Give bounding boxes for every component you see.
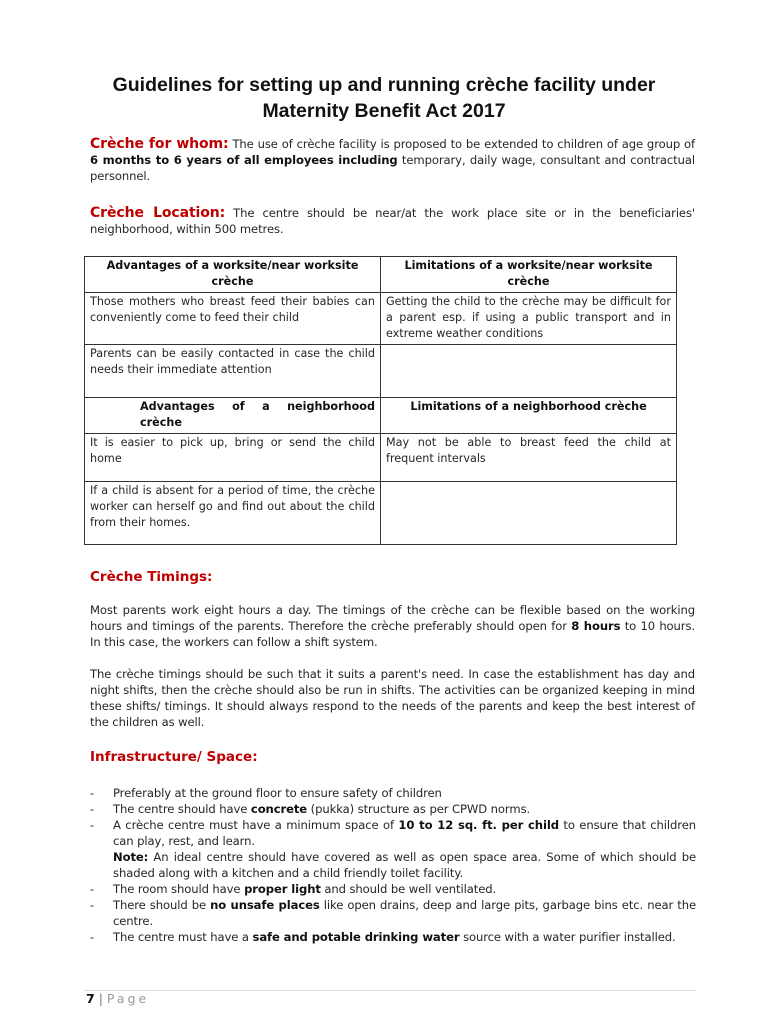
- infrastructure-list: [90, 785, 696, 945]
- bullet-dash: -: [90, 786, 95, 800]
- bold-text: proper light: [244, 882, 321, 896]
- table-cell: Parents can be easily contacted in case the child needs their immediate attention: [85, 345, 381, 398]
- table-cell: If a child is absent for a period of time, the crèche worker can herself go and find out about the child from their homes.: [85, 482, 381, 545]
- text-segment: source with a water purifier installed.: [459, 930, 676, 944]
- bold-text: concrete: [250, 802, 308, 816]
- table-row: [85, 482, 677, 545]
- title-line-1: Guidelines for setting up and running crèche facility under: [112, 74, 656, 96]
- bold-text: 10 to 12 sq. ft. per child: [398, 818, 559, 832]
- table-header-row: [85, 398, 677, 434]
- timings-heading: Crèche Timings:: [90, 569, 213, 585]
- document-title: [60, 72, 708, 124]
- list-item: [90, 801, 696, 817]
- list-item: [90, 785, 696, 801]
- neighborhood-advantages-header: Advantages of a neighborhood crèche: [85, 398, 381, 434]
- text-segment: (pukka) structure as per CPWD norms.: [307, 802, 531, 816]
- title-line-2: Maternity Benefit Act 2017: [262, 100, 506, 122]
- bullet-list: [90, 785, 696, 945]
- note-paragraph: [90, 849, 696, 881]
- infrastructure-heading: Infrastructure/ Space:: [90, 749, 258, 765]
- creche-for-whom-heading: Crèche for whom:: [90, 136, 229, 152]
- bold-text: safe and potable drinking water: [252, 930, 460, 944]
- bold-text: no unsafe places: [210, 898, 320, 912]
- bullet-dash: -: [90, 882, 95, 896]
- creche-for-whom-paragraph: [90, 136, 695, 184]
- bullet-dash: -: [90, 930, 95, 944]
- bullet-dash: -: [90, 898, 95, 912]
- text-segment: temporary, daily wage, consultant and contractual personnel.: [90, 153, 695, 183]
- text-segment: to ensure that children can play, rest, and learn.: [113, 818, 696, 848]
- table-cell: May not be able to breast feed the child at frequent intervals: [381, 434, 677, 482]
- neighborhood-limitations-header: Limitations of a neighborhood crèche: [381, 398, 677, 434]
- creche-location-paragraph: [90, 205, 695, 237]
- table-row: [85, 434, 677, 482]
- text-segment: The centre must have a: [113, 930, 253, 944]
- bullet-dash: -: [90, 818, 95, 832]
- footer-divider: [84, 990, 696, 991]
- table-cell: It is easier to pick up, bring or send the child home: [85, 434, 381, 482]
- bold-text: 6 months to 6 years of all employees including: [90, 153, 398, 167]
- list-item: [90, 897, 696, 929]
- creche-location-text: The centre should be near/at the work place site or in the beneficiaries' neighborhood, within 500 metres.: [90, 206, 695, 236]
- table-row: [85, 293, 677, 345]
- timings-paragraph-1: [90, 602, 695, 650]
- table-cell: Those mothers who breast feed their babies can conveniently come to feed their child: [85, 293, 381, 345]
- page-number: 7: [86, 991, 95, 1006]
- text-segment: and should be well ventilated.: [320, 882, 497, 896]
- list-item: [90, 817, 696, 849]
- list-item: [90, 881, 696, 897]
- creche-location-heading: Crèche Location:: [90, 205, 226, 221]
- text-segment: The room should have: [113, 882, 245, 896]
- text-segment: A crèche centre must have a minimum space of: [113, 818, 399, 832]
- table-cell: Getting the child to the crèche may be difficult for a parent esp. if using a public transport and in extreme weather conditions: [381, 293, 677, 345]
- timings-paragraph-2: The crèche timings should be such that it suits a parent's need. In case the establishment has day and night shifts, then the crèche should also be run in shifts. The activities can be organized keeping in mind these shifts/ timings. It should always respond to the needs of the parents and keep the best interest of the children as well.: [90, 667, 695, 729]
- text-segment: to 10 hours. In this case, the workers can follow a shift system.: [90, 619, 695, 649]
- text-segment: Preferably at the ground floor to ensure safety of children: [113, 786, 442, 800]
- page-footer: [86, 991, 149, 1006]
- table-cell: [381, 345, 677, 398]
- text-segment: The centre should have: [113, 802, 251, 816]
- text-segment: The use of crèche facility is proposed to be extended to children of age group of: [228, 137, 695, 151]
- worksite-advantages-header: Advantages of a worksite/near worksite crèche: [85, 257, 381, 293]
- text-segment: Most parents work eight hours a day. The timings of the crèche can be flexible based on the working hours and timings of the parents. Therefore the crèche preferably should open for: [90, 603, 695, 633]
- text-segment: An ideal centre should have covered as well as open space area. Some of which should be shaded along with a kitchen and a child friendly toilet facility.: [113, 850, 696, 880]
- page-label: Page: [106, 991, 150, 1006]
- text-segment: There should be: [113, 898, 211, 912]
- bold-text: 8 hours: [571, 619, 621, 633]
- advantages-limitations-table: [84, 256, 677, 545]
- table-header-row: [85, 257, 677, 293]
- text-segment: like open drains, deep and large pits, garbage bins etc. near the centre.: [113, 898, 696, 928]
- worksite-limitations-header: Limitations of a worksite/near worksite crèche: [381, 257, 677, 293]
- table-cell: [381, 482, 677, 545]
- table-row: [85, 345, 677, 398]
- bold-text: Note:: [113, 850, 149, 864]
- bullet-dash: -: [90, 802, 95, 816]
- list-item: [90, 929, 696, 945]
- footer-separator: |: [98, 991, 103, 1006]
- text-segments: [90, 603, 695, 649]
